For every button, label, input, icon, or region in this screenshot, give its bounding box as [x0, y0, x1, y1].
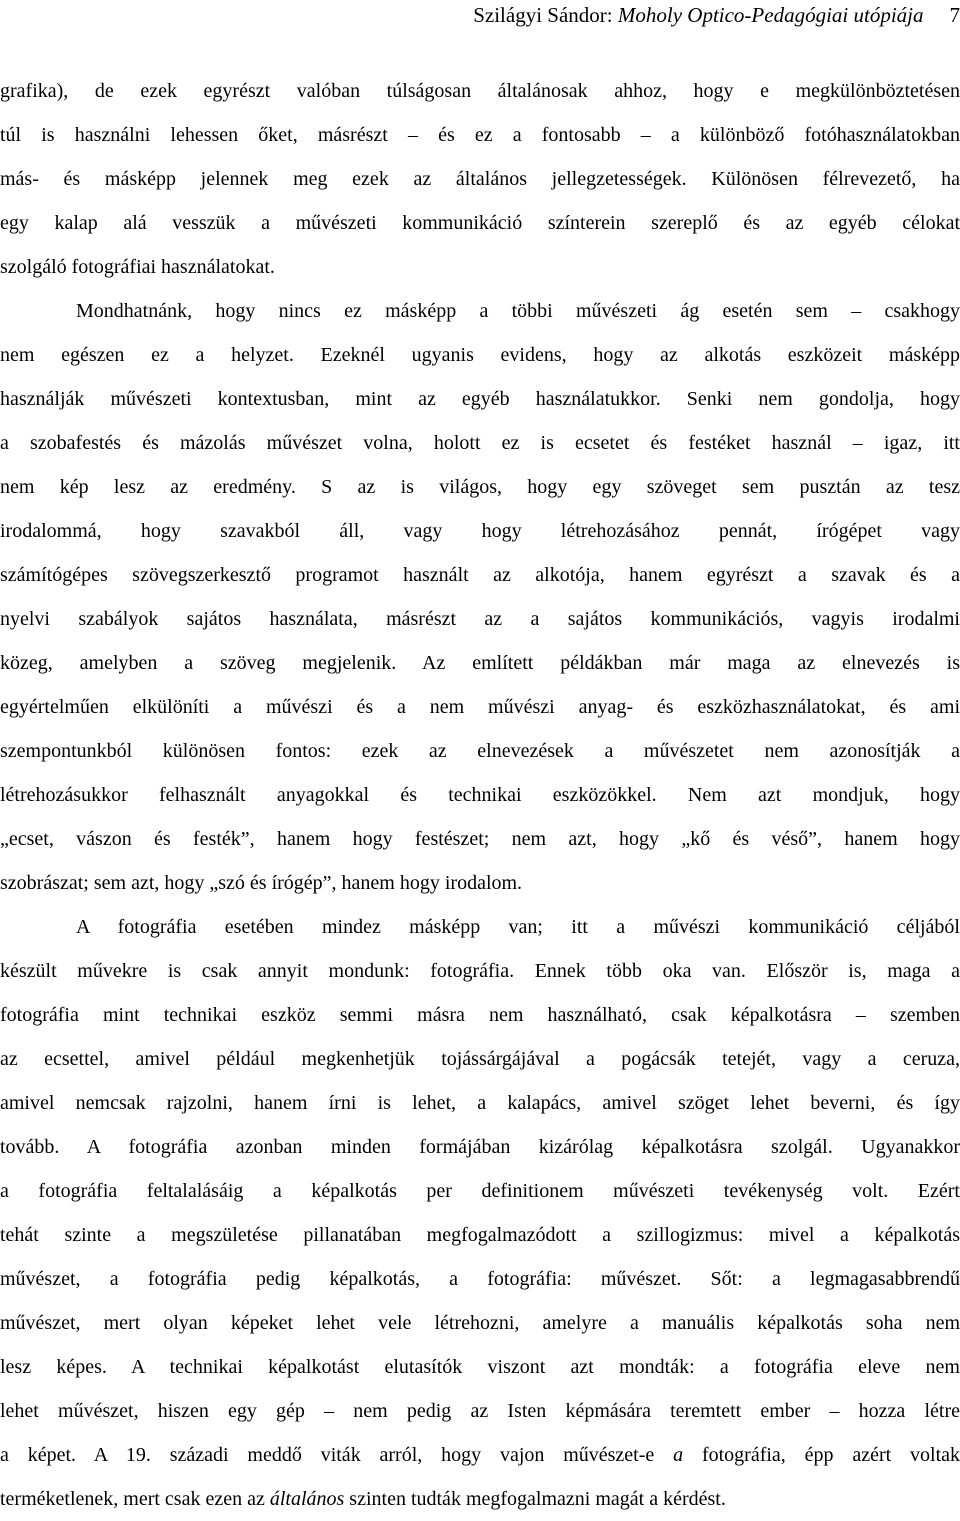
text-line	[0, 1213, 960, 1257]
page-number: 7	[950, 0, 960, 30]
text-line	[0, 597, 960, 641]
text-segment: grafika), de ezek egyrészt valóban túlságosan általánosak ahhoz, hogy e megkülönböztetésen	[0, 80, 960, 102]
text-segment: terméketlenek, mert csak ezen az	[0, 1488, 270, 1510]
header-title: Moholy Optico-Pedagógiai utópiája	[618, 3, 924, 27]
text-line	[0, 905, 960, 949]
text-line	[0, 949, 960, 993]
text-segment: számítógépes szövegszerkesztő programot használt az alkotója, hanem egyrészt a szavak és a	[0, 564, 960, 586]
text-segment: A fotográfia esetében mindez másképp van; itt a művészi kommunikáció céljából	[76, 916, 960, 938]
text-line	[0, 421, 960, 465]
text-segment: művészet, a fotográfia pedig képalkotás, a fotográfia: művészet. Sőt: a legmagasabbrendű	[0, 1268, 960, 1290]
text-segment: túl is használni lehessen őket, másrészt – és ez a fontosabb – a különböző fotóhasználatokban	[0, 124, 960, 146]
text-line	[0, 1125, 960, 1169]
text-segment: az ecsettel, amivel például megkenhetjük tojássárgájával a pogácsák tetejét, vagy a ceruza,	[0, 1048, 960, 1070]
text-line	[0, 333, 960, 377]
text-segment: Mondhatnánk, hogy nincs ez másképp a többi művészeti ág esetén sem – csakhogy	[76, 300, 960, 322]
body-text	[0, 69, 960, 1521]
text-segment: tovább. A fotográfia azonban minden formájában kizárólag képalkotásra szolgál. Ugyanakkor	[0, 1136, 960, 1158]
text-segment: amivel nemcsak rajzolni, hanem írni is lehet, a kalapács, amivel szöget lehet beverni, és így	[0, 1092, 960, 1114]
text-segment: fotográfia mint technikai eszköz semmi másra nem használható, csak képalkotásra – szemben	[0, 1004, 960, 1026]
text-line	[0, 157, 960, 201]
text-line	[0, 509, 960, 553]
text-segment: „ecset, vászon és festék”, hanem hogy festészet; nem azt, hogy „kő és véső”, hanem hogy	[0, 828, 960, 850]
text-line	[0, 201, 960, 245]
text-line	[0, 1081, 960, 1125]
text-segment: egyértelműen elkülöníti a művészi és a nem művészi anyag- és eszközhasználatokat, és ami	[0, 696, 960, 718]
text-line	[0, 1477, 960, 1521]
text-segment: lesz képes. A technikai képalkotást elutasítók viszont azt mondták: a fotográfia eleve nem	[0, 1356, 960, 1378]
text-line	[0, 1037, 960, 1081]
text-segment: szempontunkból különösen fontos: ezek az elnevezések a művészetet nem azonosítják a	[0, 740, 960, 762]
text-segment: nem egészen ez a helyzet. Ezeknél ugyanis evidens, hogy az alkotás eszközeit másképp	[0, 344, 960, 366]
text-segment: tehát szinte a megszületése pillanatában megfogalmazódott a szillogizmus: mivel a képalkotás	[0, 1224, 960, 1246]
text-line	[0, 993, 960, 1037]
text-segment: használják művészeti kontextusban, mint az egyéb használatukkor. Senki nem gondolja, hogy	[0, 388, 960, 410]
text-segment: művészet, mert olyan képeket lehet vele létrehozni, amelyre a manuális képalkotás soha nem	[0, 1312, 960, 1334]
text-line	[0, 113, 960, 157]
text-segment: a fotográfia feltalalásáig a képalkotás per definitionem művészeti tevékenység volt. Ezért	[0, 1180, 960, 1202]
text-segment: szolgáló fotográfiai használatokat.	[0, 256, 275, 278]
text-segment: egy kalap alá vesszük a művészeti kommunikáció színterein szereplő és az egyéb célokat	[0, 212, 960, 234]
text-segment: készült művekre is csak annyit mondunk: fotográfia. Ennek több oka van. Először is, maga a	[0, 960, 960, 982]
text-line	[0, 1301, 960, 1345]
text-line	[0, 1389, 960, 1433]
running-header	[473, 0, 960, 30]
text-segment: szobrászat; sem azt, hogy „szó és írógép”, hanem hogy irodalom.	[0, 872, 522, 894]
text-segment: lehet művészet, hiszen egy gép – nem pedig az Isten képmására teremtett ember – hozza létre	[0, 1400, 960, 1422]
text-line	[0, 729, 960, 773]
header-author: Szilágyi Sándor:	[473, 3, 618, 27]
text-line	[0, 817, 960, 861]
text-segment: a képet. A 19. századi meddő viták arról, hogy vajon művészet-e	[0, 1444, 673, 1466]
text-segment: a szobafestés és mázolás művészet volna, holott ez is ecsetet és festéket használ – igaz, itt	[0, 432, 960, 454]
text-line	[0, 289, 960, 333]
text-line	[0, 1169, 960, 1213]
emphasis-text: általános	[270, 1488, 344, 1510]
text-line	[0, 1433, 960, 1477]
text-line	[0, 685, 960, 729]
text-segment: fotográfia, épp azért voltak	[683, 1444, 960, 1466]
text-line	[0, 1257, 960, 1301]
text-line	[0, 465, 960, 509]
text-line	[0, 69, 960, 113]
text-line	[0, 553, 960, 597]
text-line	[0, 377, 960, 421]
text-segment: nem kép lesz az eredmény. S az is világos, hogy egy szöveget sem pusztán az tesz	[0, 476, 960, 498]
text-line	[0, 1345, 960, 1389]
text-segment: közeg, amelyben a szöveg megjelenik. Az említett példákban már maga az elnevezés is	[0, 652, 960, 674]
text-segment: más- és másképp jelennek meg ezek az általános jellegzetességek. Különösen félrevezető, ha	[0, 168, 960, 190]
text-line	[0, 773, 960, 817]
text-segment: szinten tudták megfogalmazni magát a kérdést.	[344, 1488, 726, 1510]
text-line	[0, 245, 960, 289]
text-segment: irodalommá, hogy szavakból áll, vagy hogy létrehozásához pennát, írógépet vagy	[0, 520, 960, 542]
text-line	[0, 641, 960, 685]
text-line	[0, 861, 960, 905]
emphasis-text: a	[673, 1444, 683, 1466]
text-segment: nyelvi szabályok sajátos használata, másrészt az a sajátos kommunikációs, vagyis irodalmi	[0, 608, 960, 630]
text-segment: létrehozásukkor felhasznált anyagokkal és technikai eszközökkel. Nem azt mondjuk, hogy	[0, 784, 960, 806]
